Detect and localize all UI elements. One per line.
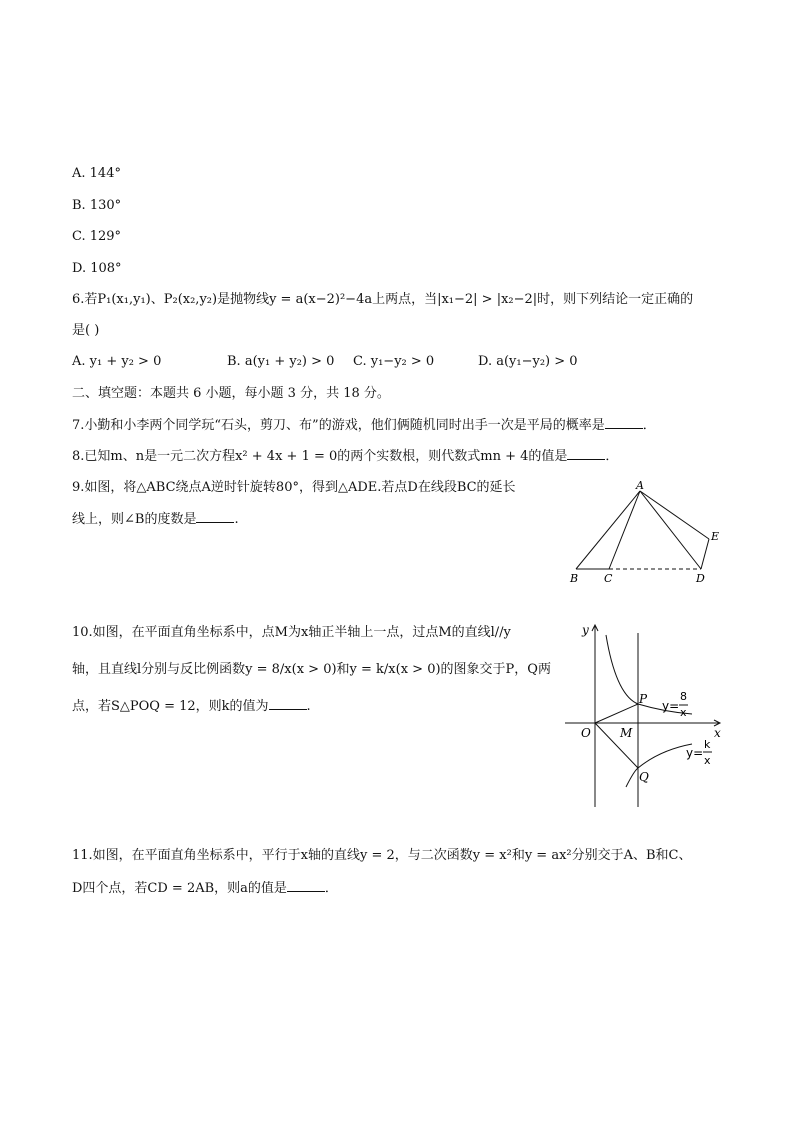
- q7: [72, 416, 656, 435]
- f2-num: k: [704, 738, 711, 751]
- q6-text-line1: 6.若P₁(x₁,y₁)、P₂(x₂,y₂)是抛物线y = a(x−2)²−4a上两点，当|x₁−2| > |x₂−2|时，则下列结论一定正确的: [72, 292, 694, 307]
- q6-option-a: A. y₁ + y₂ > 0: [72, 354, 162, 369]
- label-a: A: [636, 479, 644, 492]
- f1-den: x: [680, 706, 687, 719]
- f2-lhs: y=: [686, 746, 704, 760]
- label-y-axis: y: [582, 623, 589, 637]
- option-b-prev: B. 130°: [72, 198, 122, 213]
- label-e: E: [711, 530, 720, 543]
- q10-blank: [269, 697, 307, 710]
- label-m: M: [620, 726, 633, 740]
- label-o: O: [581, 726, 591, 740]
- segment-ac: [609, 491, 640, 569]
- q8: [72, 447, 618, 466]
- q11-tail: ．: [324, 881, 338, 896]
- q11-text-line1: 11.如图，在平面直角坐标系中，平行于x轴的直线y = 2，与二次函数y = x²和y = ax²分别交于A、B和C、: [72, 848, 692, 863]
- f1-lhs: y=: [662, 699, 680, 713]
- q9-text-line2: 线上，则∠B的度数是: [72, 512, 197, 527]
- q9-blank: [196, 510, 234, 523]
- segment-de: [701, 539, 709, 569]
- q6-option-d: D. a(y₁−y₂) > 0: [478, 354, 578, 369]
- q9-text-line2-row: [72, 510, 239, 529]
- q10-text-line3: 点，若S△POQ = 12，则k的值为: [72, 699, 269, 714]
- q6-option-b: B. a(y₁ + y₂) > 0: [227, 354, 335, 369]
- option-a-prev: A. 144°: [72, 166, 121, 181]
- q10-text-line2: 轴，且直线l分别与反比例函数y = 8/x(x > 0)和y = k/x(x > 0)的图象交于P，Q两: [72, 662, 551, 677]
- q7-tail: ．: [642, 418, 656, 433]
- q6-option-c: C. y₁−y₂ > 0: [353, 354, 435, 369]
- option-d-prev: D. 108°: [72, 261, 122, 276]
- q9-tail: .: [234, 512, 239, 527]
- f1-num: 8: [680, 690, 687, 703]
- section-2-title: 二、填空题：本题共 6 小题，每小题 3 分，共 18 分。: [72, 386, 390, 401]
- q10-text-line3-row: [72, 697, 311, 716]
- q6-text-line2: 是( ): [72, 323, 100, 338]
- q11-blank: [287, 879, 325, 892]
- segment-ae: [640, 491, 709, 539]
- f2-den: x: [704, 754, 711, 767]
- q8-text: 8.已知m、n是一元二次方程x² + 4x + 1 = 0的两个实数根，则代数式mn + 4的值是: [72, 449, 568, 464]
- q7-text: 7.小勤和小李两个同学玩“石头，剪刀、布”的游戏，他们俩随机同时出手一次是平局的概率是: [72, 418, 605, 433]
- q9-figure: [560, 478, 730, 590]
- q9-text-line1: 9.如图，将△ABC绕点A逆时针旋转80°，得到△ADE.若点D在线段BC的延长: [72, 480, 516, 495]
- segment-ad: [640, 491, 701, 569]
- segment-ab: [576, 491, 640, 569]
- q11-text-line2: D四个点，若CD = 2AB，则a的值是: [72, 881, 287, 896]
- q10-text-line1: 10.如图，在平面直角坐标系中，点M为x轴正半轴上一点，过点M的直线l//y: [72, 625, 511, 640]
- segment-op: [595, 704, 638, 723]
- q10-tail: .: [306, 699, 311, 714]
- q8-blank: [567, 447, 605, 460]
- option-c-prev: C. 129°: [72, 229, 122, 244]
- label-p: P: [639, 692, 648, 706]
- q8-tail: ．: [605, 449, 619, 464]
- label-d: D: [696, 572, 705, 585]
- q7-blank: [605, 416, 643, 429]
- label-b: B: [570, 572, 579, 585]
- q11-text-line2-row: [72, 879, 338, 898]
- label-q: Q: [639, 770, 649, 784]
- label-x-axis: x: [714, 726, 721, 740]
- label-c: C: [604, 572, 613, 585]
- q10-figure: [560, 615, 730, 815]
